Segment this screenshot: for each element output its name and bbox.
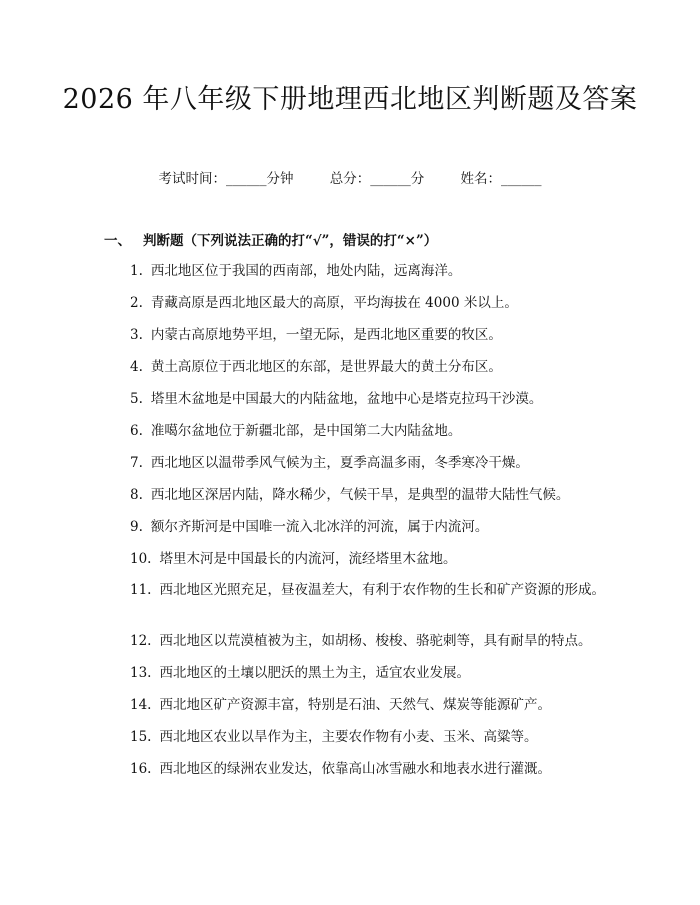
question-number: 15. <box>130 729 152 745</box>
question-item <box>130 486 569 504</box>
question-text: 西北地区深居内陆，降水稀少，气候干旱，是典型的温带大陆性气候。 <box>150 487 570 503</box>
question-text: 准噶尔盆地位于新疆北部，是中国第二大内陆盆地。 <box>150 423 462 439</box>
question-text: 西北地区以温带季风气候为主，夏季高温多雨，冬季寒冷干燥。 <box>150 455 529 471</box>
section-heading <box>104 232 437 250</box>
section-number: 一、 <box>104 233 131 249</box>
question-text: 西北地区矿产资源丰富，特别是石油、天然气、煤炭等能源矿产。 <box>159 697 551 713</box>
question-text: 黄土高原位于西北地区的东部，是世界最大的黄土分布区。 <box>150 359 502 375</box>
question-item <box>130 262 461 280</box>
question-text: 西北地区农业以旱作为主，主要农作物有小麦、玉米、高粱等。 <box>159 729 538 745</box>
question-number: 11. <box>130 582 152 598</box>
question-text: 西北地区位于我国的西南部，地处内陆，远离海洋。 <box>150 263 462 279</box>
question-text: 塔里木盆地是中国最大的内陆盆地，盆地中心是塔克拉玛干沙漠。 <box>150 391 543 407</box>
question-item <box>130 696 551 714</box>
question-item <box>130 760 551 778</box>
question-text: 内蒙古高原地势平坦，一望无际，是西北地区重要的牧区。 <box>150 327 502 343</box>
question-number: 6. <box>130 423 143 439</box>
question-text: 青藏高原是西北地区最大的高原，平均海拔在 4000 米以上。 <box>150 295 518 311</box>
question-item <box>130 518 488 536</box>
question-item <box>130 664 470 682</box>
question-item <box>130 550 456 568</box>
question-number: 13. <box>130 665 152 681</box>
question-item <box>130 390 542 408</box>
question-text: 西北地区以荒漠植被为主，如胡杨、梭梭、骆驼刺等，具有耐旱的特点。 <box>159 633 592 649</box>
question-text: 西北地区的绿洲农业发达，依靠高山冰雪融水和地表水进行灌溉。 <box>159 761 551 777</box>
question-number: 7. <box>130 455 143 471</box>
question-text: 西北地区的土壤以肥沃的黑土为主，适宜农业发展。 <box>159 665 470 681</box>
question-item <box>130 632 591 650</box>
question-number: 8. <box>130 487 143 503</box>
question-number: 3. <box>130 327 143 343</box>
student-name-field: 姓名：______ <box>460 171 542 187</box>
section-title: 判断题（下列说法正确的打“√”，错误的打“×”） <box>143 233 438 249</box>
question-text: 西北地区光照充足，昼夜温差大，有利于农作物的生长和矿产资源的形成。 <box>159 582 605 598</box>
question-text: 塔里木河是中国最长的内流河，流经塔里木盆地。 <box>159 551 457 567</box>
question-number: 1. <box>130 263 143 279</box>
question-item <box>130 728 537 746</box>
question-number: 5. <box>130 391 143 407</box>
question-number: 9. <box>130 519 143 535</box>
question-item <box>130 422 461 440</box>
question-number: 2. <box>130 295 143 311</box>
question-number: 14. <box>130 697 152 713</box>
total-score-field: 总分：______分 <box>329 171 425 187</box>
exam-info <box>0 170 700 188</box>
question-text: 额尔齐斯河是中国唯一流入北冰洋的河流，属于内流河。 <box>150 519 489 535</box>
page-title: 2026 年八年级下册地理西北地区判断题及答案 <box>62 84 638 115</box>
question-number: 16. <box>130 761 152 777</box>
exam-time-field: 考试时间：______分钟 <box>158 171 294 187</box>
question-number: 4. <box>130 359 143 375</box>
question-item <box>130 454 529 472</box>
question-number: 12. <box>130 633 152 649</box>
question-number: 10. <box>130 551 152 567</box>
question-item <box>130 326 502 344</box>
question-item <box>130 294 518 312</box>
question-item <box>130 579 615 602</box>
question-item <box>130 358 502 376</box>
